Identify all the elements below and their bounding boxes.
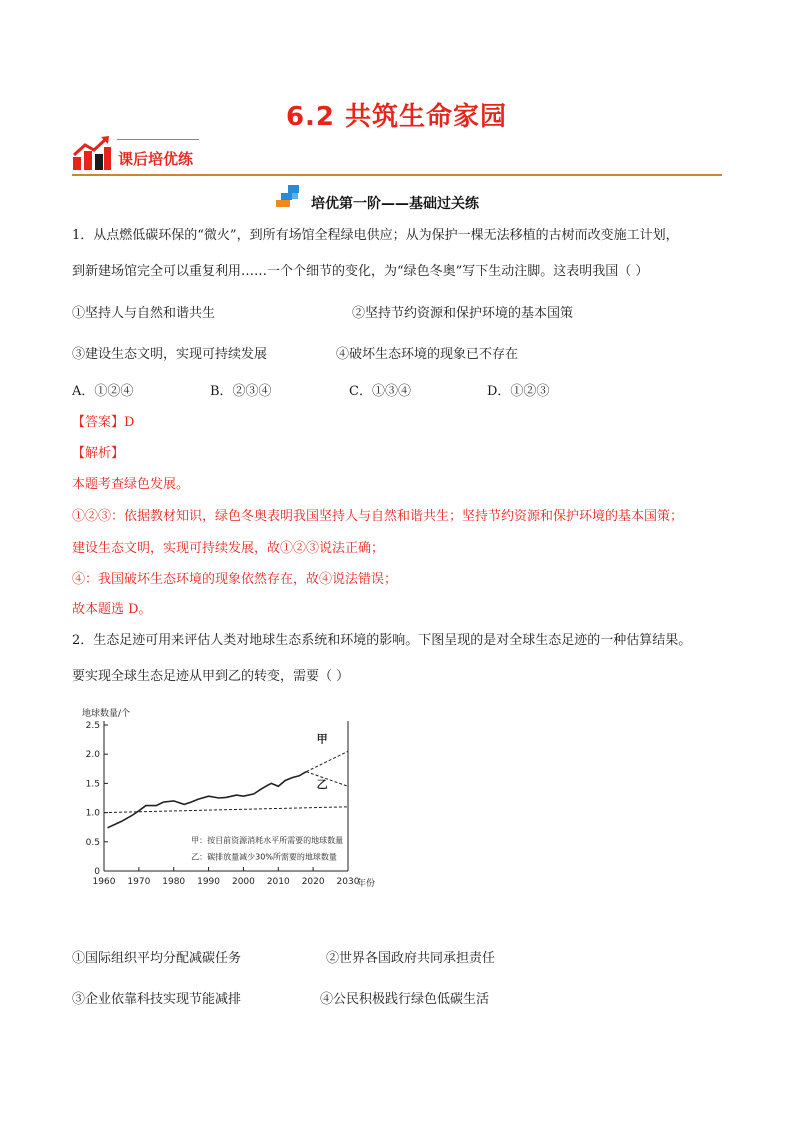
chart-series-history (108, 772, 307, 828)
chart-y-tick-label: 1.5 (85, 779, 100, 790)
q1-choice-b: B．②③④ (210, 384, 272, 399)
chart-series-jia (306, 751, 348, 771)
chart-x-tick-label: 1980 (162, 877, 186, 887)
q2-option-1: ①国际组织平均分配减碳任务 (72, 951, 242, 966)
chart-series-label-yi: 乙 (316, 778, 328, 792)
chart-y-tick-label: 0 (94, 867, 100, 877)
q1-analysis-line: 建设生态文明，实现可持续发展，故①②③说法正确； (72, 541, 385, 556)
q1-stem-line2: 到新建场馆完全可以重复利用……一个个细节的变化，为“绿色冬奥”写下生动注脚。这表明我国（ ） (72, 264, 649, 279)
q2-stem-line1: 2．生态足迹可用来评估人类对地球生态系统和环境的影响。下图呈现的是对全球生态足迹的一种估算结果。 (72, 633, 692, 648)
chart-legend-entry: 乙：碳排放量减少30%所需要的地球数量 (191, 852, 337, 862)
q1-analysis-label: 【解析】 (72, 446, 125, 461)
q1-choice-c: C．①③④ (349, 384, 411, 399)
q1-analysis-line: 故本题选 D。 (72, 602, 152, 617)
chart-y-tick-label: 2.0 (85, 750, 100, 761)
q1-choice-d: D．①②③ (487, 384, 550, 399)
chart-x-tick-label: 2030 (336, 877, 360, 887)
chart-x-tick-label: 2020 (301, 877, 325, 887)
q1-analysis-line: 本题考查绿色发展。 (72, 477, 190, 492)
chart-y-tick-label: 0.5 (85, 837, 100, 848)
q1-choice-a: A．①②④ (72, 384, 134, 399)
chart-x-tick-label: 2010 (266, 877, 290, 887)
chart-x-tick-label: 1960 (92, 877, 116, 887)
subheading: 培优第一阶——基础过关练 (311, 196, 479, 212)
ecological-footprint-chart (72, 705, 392, 890)
chart-x-tick-label: 1990 (197, 877, 221, 887)
steps-icon (276, 184, 306, 208)
q2-option-4: ④公民积极践行绿色低碳生活 (320, 992, 490, 1007)
chart-ylabel: 地球数量/个 (82, 709, 131, 719)
section-label: 课后培优练 (118, 150, 194, 168)
chart-xlabel: 年份 (357, 879, 376, 889)
q1-option-1: ①坚持人与自然和谐共生 (72, 306, 216, 321)
chart-series-label-jia: 甲 (316, 732, 328, 746)
q2-stem-line2: 要实现全球生态足迹从甲到乙的转变，需要（ ） (72, 669, 350, 684)
growth-chart-icon (72, 135, 112, 171)
q1-stem-line1: 1．从点燃低碳环保的“微火”，到所有场馆全程绿电供应；从为保护一棵无法移植的古树而改变施工计划， (72, 228, 679, 243)
q1-option-2: ②坚持节约资源和保护环境的基本国策 (352, 306, 574, 321)
q1-analysis-line: ①②③：依据教材知识，绿色冬奥表明我国坚持人与自然和谐共生；坚持节约资源和保护环境的基本国策； (72, 509, 684, 524)
q1-option-3: ③建设生态文明，实现可持续发展 (72, 347, 268, 362)
page-title: 6.2 共筑生命家园 (285, 102, 508, 132)
chart-x-tick-label: 2000 (231, 877, 255, 887)
chart-x-tick-label: 1970 (127, 877, 151, 887)
q1-answer: 【答案】D (72, 415, 135, 430)
q1-analysis-line: ④：我国破坏生态环境的现象依然存在，故④说法错误； (72, 572, 398, 587)
q1-option-4: ④破坏生态环境的现象已不存在 (336, 347, 519, 362)
chart-y-tick-label: 1.0 (85, 808, 100, 819)
chart-y-tick-label: 2.5 (85, 721, 100, 731)
section-accent-line (117, 139, 199, 140)
q2-option-3: ③企业依靠科技实现节能减排 (72, 992, 242, 1007)
q2-option-2: ②世界各国政府共同承担责任 (326, 951, 496, 966)
chart-legend-entry: 甲：按目前资源消耗水平所需要的地球数量 (191, 835, 344, 845)
section-divider (72, 174, 722, 176)
